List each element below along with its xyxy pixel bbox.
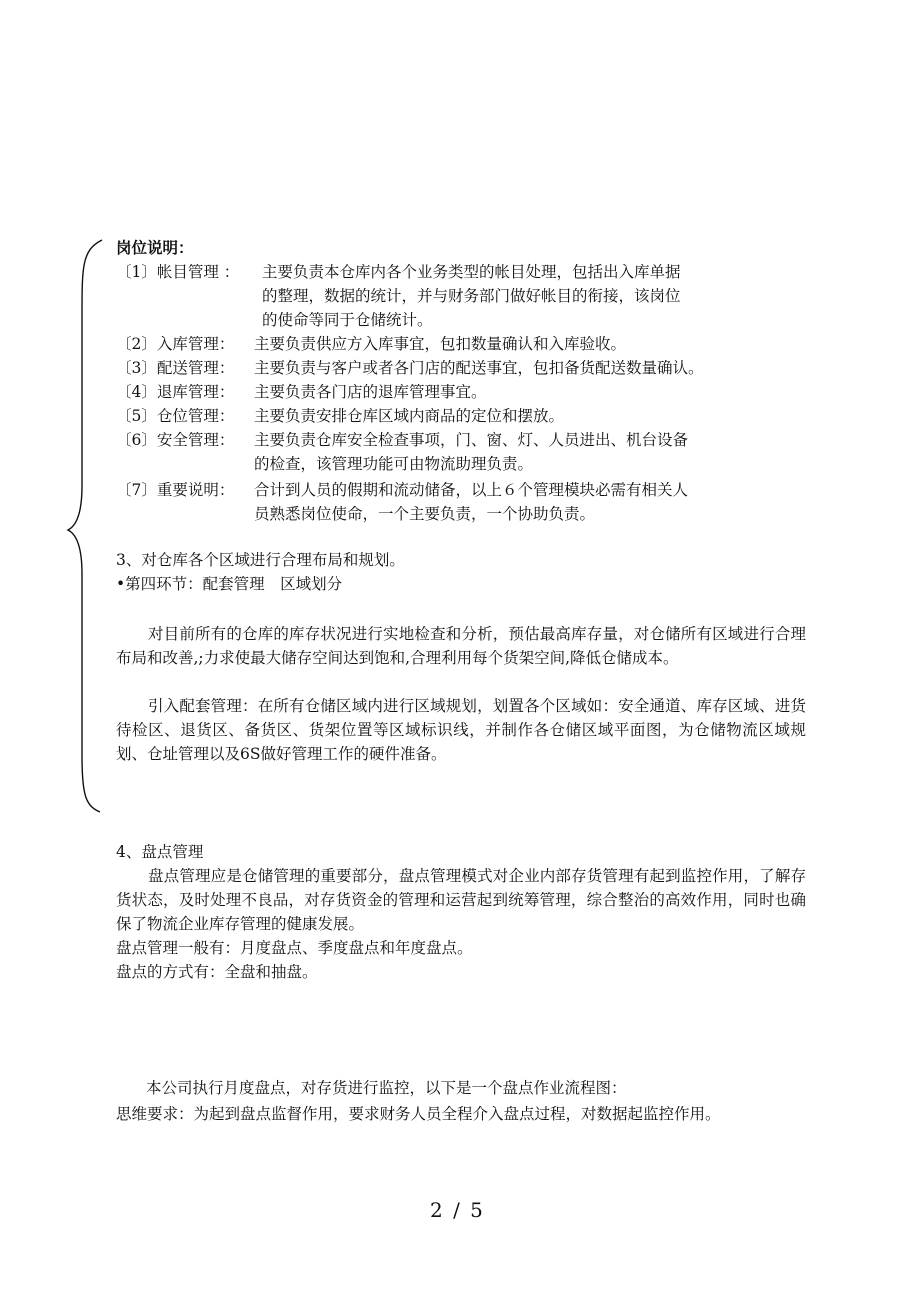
duty-text-6-line-1: 主要负责仓库安全检查事项，门、窗、灯、人员进出、机台设备 [254,431,689,449]
closing-line: 本公司执行月度盘点，对存货进行监控，以下是一个盘点作业流程图： [146,1079,627,1097]
duty-text-4-line-1: 主要负责各门店的退库管理事宜。 [254,383,487,401]
duty-text-7-line-2: 员熟悉岗位使命，一个主要负责，一个协助负责。 [254,505,596,523]
duty-label-4: 〔4〕退库管理： [116,383,235,401]
duty-label-6: 〔6〕安全管理： [116,431,235,449]
section-3-paragraph-1: 对目前所有的仓库的库存状况进行实地检查和分析，预估最高库存量，对仓储所有区域进行合理布局和改善,;力求使最大储存空间达到饱和,合理利用每个货架空间,降低仓储成本。 [116,625,806,667]
closing-paragraph: 思维要求：为起到盘点监督作用，要求财务人员全程介入盘点过程，对数据起监控作用。 [116,1105,721,1123]
section-4-line-2: 盘点的方式有：全盘和抽盘。 [116,963,318,981]
section-4-title: 4、盘点管理 [116,843,204,861]
duty-label-3: 〔3〕配送管理： [116,359,235,377]
duty-text-3-line-1: 主要负责与客户或者各门店的配送事宜，包扣备货配送数量确认。 [254,359,704,377]
duty-text-5-line-1: 主要负责安排仓库区域内商品的定位和摆放。 [254,407,565,425]
curly-brace-icon [64,236,108,816]
duties-heading: 岗位说明： [116,238,194,257]
duty-label-5: 〔5〕仓位管理： [116,407,235,425]
page-number: 2 / 5 [430,1198,485,1222]
duty-label-1: 〔1〕帐目管理 ： [116,263,240,281]
duty-label-7: 〔7〕重要说明： [116,481,235,499]
section-4-line-1: 盘点管理一般有：月度盘点、季度盘点和年度盘点。 [116,939,473,957]
section-3-title: 3、对仓库各个区域进行合理布局和规划。 [116,551,405,569]
duty-text-1-line-3: 的使命等同于仓储统计。 [262,311,433,329]
section-3-bullet: •第四环节：配套管理 区域划分 [116,575,343,593]
duty-text-7-line-1: 合计到人员的假期和流动储备，以上６个管理模块必需有相关人 [254,481,689,499]
section-4-paragraph: 盘点管理应是仓储管理的重要部分，盘点管理模式对企业内部存货管理有起到监控作用，了解存货状态，及时处理不良品，对存货资金的管理和运营起到统筹管理，综合整治的高效作用，同时也确保了物流企业库存管理的健康发展。 [116,867,806,933]
duty-label-2: 〔2〕入库管理： [116,335,235,353]
duty-text-1-line-1: 主要负责本仓库内各个业务类型的帐目处理，包括出入库单据 [262,263,681,281]
section-3-paragraph-2: 引入配套管理：在所有仓储区域内进行区域规划，划置各个区域如：安全通道、库存区域、进货待检区、退货区、备货区、货架位置等区域标识线，并制作各仓储区域平面图，为仓储物流区域规划、仓址管理以及6S做好管理工作的硬件准备。 [116,697,806,763]
duty-text-1-line-2: 的整理，数据的统计，并与财务部门做好帐目的衔接，该岗位 [262,287,681,305]
duty-text-2-line-1: 主要负责供应方入库事宜，包扣数量确认和入库验收。 [254,335,627,353]
duty-text-6-line-2: 的检查，该管理功能可由物流助理负责。 [254,455,534,473]
